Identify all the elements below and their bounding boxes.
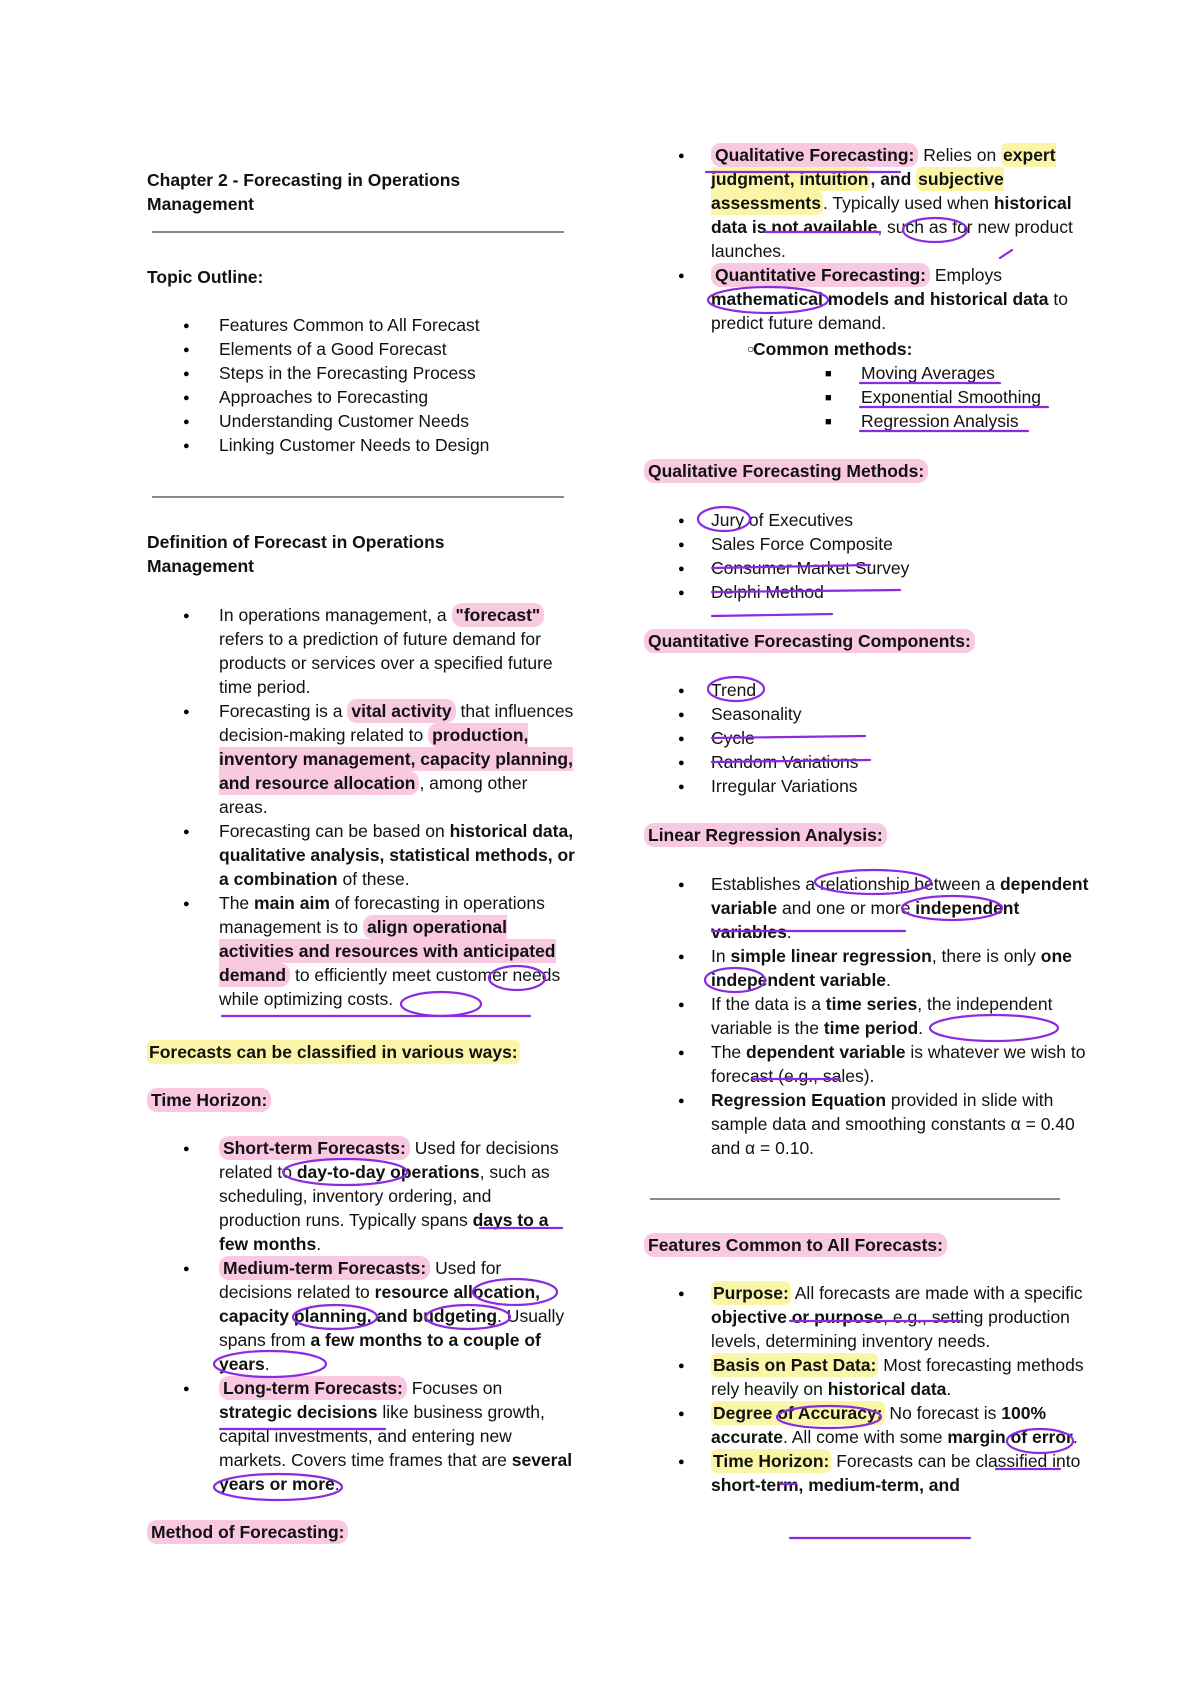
list-item: ■ Exponential Smoothing — [825, 385, 1091, 409]
text: Employs — [930, 265, 1002, 285]
highlight: Basis on Past Data: — [713, 1355, 877, 1375]
outline-list — [147, 313, 577, 457]
text: Most forecasting methods rely heavily on — [711, 1355, 1084, 1399]
definition-list — [147, 603, 577, 1011]
title-line: Chapter 2 - Forecasting in Operations — [147, 170, 461, 190]
highlight: Time Horizon: — [713, 1451, 830, 1471]
text: refers to a prediction of future demand for products or services over a specified future time period. — [219, 629, 553, 697]
bold-text: independent variables — [711, 898, 1020, 942]
bold-text: main aim — [254, 893, 330, 913]
divider — [152, 231, 564, 233]
highlight: align operational activities and resources with anticipated demand — [219, 917, 556, 985]
time-horizon-list — [147, 1136, 577, 1496]
bold-text: simple linear regression — [730, 946, 932, 966]
bold-text: margin of error — [947, 1427, 1073, 1447]
bold-text: 100% accurate — [711, 1403, 1047, 1447]
text: Forecasting is a — [219, 701, 348, 721]
outline-heading: Topic Outline: — [147, 267, 264, 287]
heading-line: Definition of Forecast in Operations — [147, 532, 445, 552]
text: , among other areas. — [219, 773, 528, 817]
bold-text: time series — [825, 994, 918, 1014]
highlight: "forecast" — [452, 603, 545, 627]
text: In operations management, a — [219, 605, 452, 625]
list-item: ● Seasonality — [632, 702, 1092, 726]
time-horizon-heading — [147, 1088, 271, 1112]
title-line: Management — [147, 194, 254, 214]
list-item — [632, 1449, 1092, 1497]
text: . — [264, 1354, 270, 1374]
list-item: ● Understanding Customer Needs — [147, 409, 577, 433]
features-list — [632, 1281, 1092, 1497]
list-item — [147, 1136, 577, 1256]
text: Forecasts can be classified into — [831, 1451, 1081, 1471]
method-heading — [147, 1520, 348, 1544]
list-item: ● Cycle — [632, 726, 1092, 750]
list-item — [632, 1040, 1092, 1088]
text: to predict future demand. — [711, 289, 1068, 333]
method-items — [825, 361, 1091, 433]
highlight: Features Common to All Forecasts: — [644, 1233, 947, 1257]
text: Forecasting can be based on — [219, 821, 450, 841]
list-item — [632, 143, 1092, 263]
bold-text: dependent variable — [711, 874, 1089, 918]
highlight: vital activity — [347, 699, 455, 723]
highlight: Medium-term Forecasts: — [219, 1256, 430, 1280]
document-title — [147, 168, 567, 216]
highlight: Time Horizon: — [147, 1088, 271, 1112]
bold-text: Regression Equation — [711, 1090, 887, 1110]
text: , the independent variable is the — [711, 994, 1053, 1038]
list-item — [632, 992, 1092, 1040]
list-item: ● Sales Force Composite — [632, 532, 1092, 556]
text: The — [711, 1042, 747, 1062]
list-item: ● Consumer Market Survey — [632, 556, 1092, 580]
list-item — [147, 1256, 577, 1376]
list-item: ● Jury of Executives — [632, 508, 1092, 532]
text: that influences decision-making related to — [219, 701, 574, 745]
bold-text: strategic decisions — [219, 1402, 378, 1422]
list-item — [632, 1088, 1092, 1160]
highlight: Purpose: — [713, 1283, 789, 1303]
text: If the data is a — [711, 994, 826, 1014]
text: . — [334, 1474, 340, 1494]
list-item — [632, 1401, 1092, 1449]
regression-list — [632, 872, 1092, 1160]
bold-text: time period — [823, 1018, 919, 1038]
bold-text: historical data, qualitative analysis, statistical methods, or a combination — [219, 821, 575, 889]
list-item — [147, 819, 577, 891]
text: of these. — [337, 869, 410, 889]
list-item — [632, 872, 1092, 944]
highlight: expert judgment, intuition — [711, 145, 1056, 189]
text: Focuses on — [406, 1378, 503, 1398]
text: Used for decisions related to — [219, 1138, 559, 1182]
text: . — [316, 1234, 322, 1254]
list-item: ■ Regression Analysis — [825, 409, 1091, 433]
text: Relies on — [918, 145, 1002, 165]
highlight: Forecasts can be classified in various ways: — [149, 1042, 518, 1062]
list-item — [147, 1376, 577, 1496]
text: provided in slide with sample data and smoothing constants α = 0.40 and α = 0.10. — [711, 1090, 1075, 1158]
bold-text: historical data is not available — [711, 193, 1072, 237]
highlight: Long-term Forecasts: — [219, 1376, 407, 1400]
highlight: Short-term Forecasts: — [219, 1136, 410, 1160]
divider — [152, 496, 564, 498]
text: . — [786, 922, 792, 942]
list-item: ● Delphi Method — [632, 580, 1092, 604]
bold-text: resource allocation, capacity planning, and budgeting — [219, 1282, 540, 1326]
text: . — [886, 970, 891, 990]
features-heading — [644, 1233, 947, 1257]
text: of forecasting in operations management is to — [219, 893, 545, 937]
highlight: Method of Forecasting: — [147, 1520, 348, 1544]
highlight: Degree of Accuracy: — [713, 1403, 883, 1423]
text: to efficiently meet customer needs while optimizing costs. — [219, 965, 561, 1009]
text: All forecasts are made with a specific — [790, 1283, 1083, 1303]
bold-text: short-term, medium-term, and — [711, 1475, 960, 1495]
text: is whatever we wish to forecast (e.g., sales). — [711, 1042, 1086, 1086]
list-item: ● Random Variations — [632, 750, 1092, 774]
text: Used for decisions related to — [219, 1258, 502, 1302]
text: , e.g., setting production levels, determining inventory needs. — [711, 1307, 1070, 1351]
bold-text: one independent variable — [711, 946, 1072, 990]
common-methods-list — [711, 337, 1091, 433]
list-item — [147, 603, 577, 699]
text: Establishes a relationship between a — [711, 874, 1000, 894]
highlight: Quantitative Forecasting: — [711, 263, 930, 287]
bold-text: mathematical models and historical data — [711, 289, 1049, 309]
bold-text: objective or purpose — [711, 1307, 884, 1327]
divider — [650, 1198, 1060, 1200]
list-item: ● Linking Customer Needs to Design — [147, 433, 577, 457]
list-item: ● Trend — [632, 678, 1092, 702]
highlight: subjective assessments — [711, 169, 1004, 213]
highlight: Linear Regression Analysis: — [644, 823, 887, 847]
text: No forecast is — [884, 1403, 1002, 1423]
list-item — [147, 891, 577, 1011]
text: and one or more — [777, 898, 916, 918]
text: , there is only — [931, 946, 1041, 966]
list-item: ● Steps in the Forecasting Process — [147, 361, 577, 385]
text: The — [219, 893, 255, 913]
qualitative-methods-heading — [644, 459, 928, 483]
highlight: production, inventory management, capacity planning, and resource allocation — [219, 725, 573, 793]
list-item — [711, 337, 1091, 433]
bold-text: a few months to a couple of years — [219, 1330, 541, 1374]
bold-text: , and — [870, 169, 917, 189]
bold-text: historical data — [827, 1379, 947, 1399]
text: , such as for new product launches. — [711, 217, 1073, 261]
list-item — [632, 1281, 1092, 1353]
bold-text: several years or more — [219, 1450, 573, 1494]
list-item — [147, 699, 577, 819]
text: . All come with some — [783, 1427, 948, 1447]
text: . — [946, 1379, 952, 1399]
definition-heading — [147, 530, 567, 578]
components-list — [632, 678, 1092, 798]
list-item — [632, 944, 1092, 992]
list-item: ● Elements of a Good Forecast — [147, 337, 577, 361]
methods-list — [632, 143, 1092, 335]
list-item: ● Irregular Variations — [632, 774, 1092, 798]
quantitative-components-heading — [644, 629, 975, 653]
heading-line: Management — [147, 556, 254, 576]
highlight: Qualitative Forecasting: — [711, 143, 918, 167]
list-item: ■ Moving Averages — [825, 361, 1091, 385]
highlight: Quantitative Forecasting Components: — [644, 629, 975, 653]
text: . — [918, 1018, 924, 1038]
classified-heading — [147, 1040, 520, 1064]
linear-regression-heading — [644, 823, 887, 847]
text: like business growth, capital investments, and entering new markets. Covers time frames that are — [219, 1402, 545, 1470]
bold-text: days to a few months — [219, 1210, 549, 1254]
text: . Typically used when — [822, 193, 994, 213]
list-item: ● Approaches to Forecasting — [147, 385, 577, 409]
ink-underline — [712, 614, 832, 616]
qualitative-methods-list — [632, 508, 1092, 604]
text: In — [711, 946, 731, 966]
list-item: ● Features Common to All Forecast — [147, 313, 577, 337]
list-item — [632, 1353, 1092, 1401]
text: Common methods: — [753, 339, 913, 359]
text: , such as scheduling, inventory ordering, and production runs. Typically spans — [219, 1162, 550, 1230]
list-item — [632, 263, 1092, 335]
text: . — [1072, 1427, 1078, 1447]
bold-text: dependent variable — [746, 1042, 906, 1062]
bold-text: day-to-day operations — [296, 1162, 480, 1182]
highlight: Qualitative Forecasting Methods: — [644, 459, 928, 483]
text: . Usually spans from — [219, 1306, 565, 1350]
